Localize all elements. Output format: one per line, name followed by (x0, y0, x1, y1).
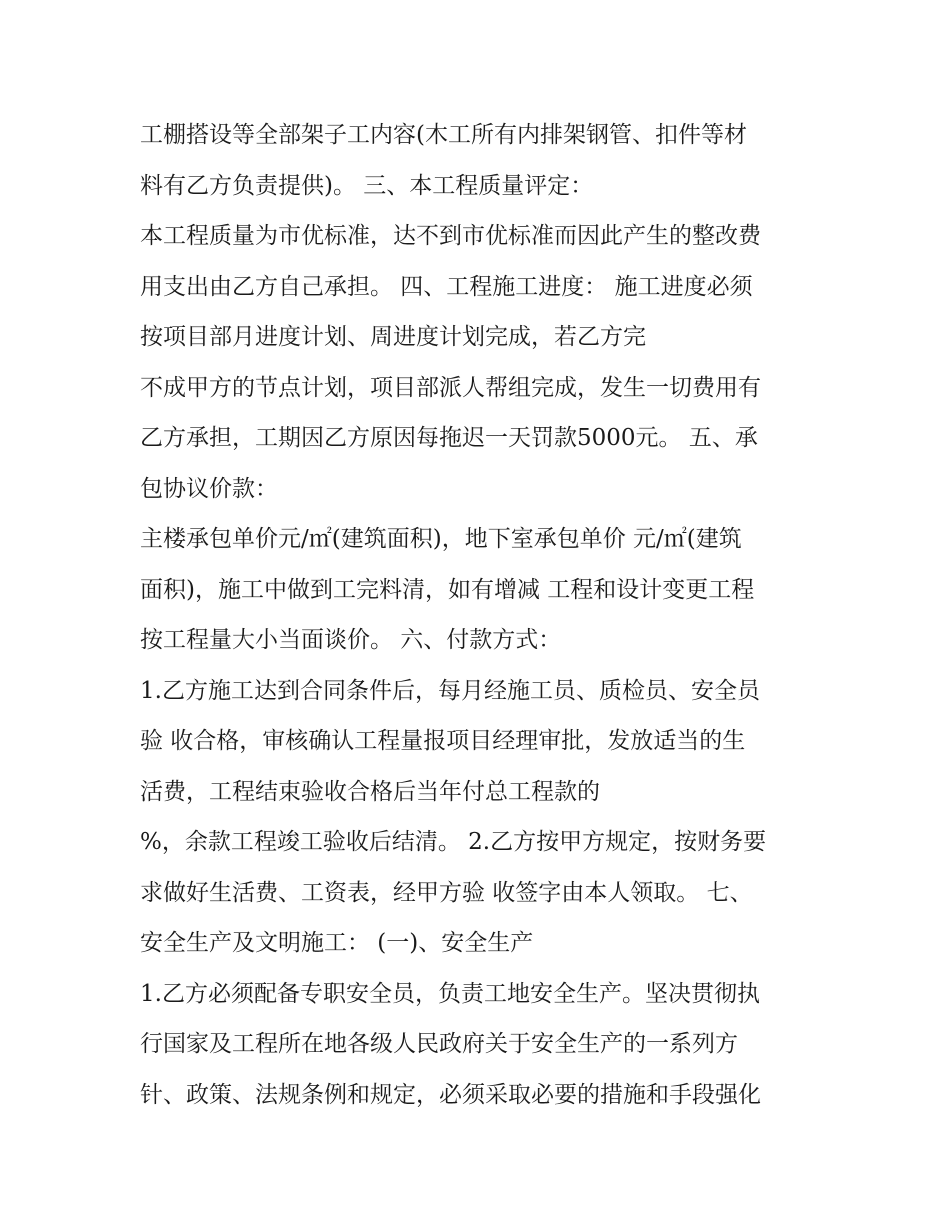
text-line: %，余款工程竣工验收后结清。 2.乙方按甲方规定，按财务要 (140, 829, 767, 855)
contract-body-text (140, 110, 830, 1120)
text-line: 料有乙方负责提供)。 三、本工程质量评定： (140, 172, 594, 199)
text-line: 不成甲方的节点计划，项目部派人帮组完成，发生一切费用有 (140, 374, 761, 401)
text-line: 包协议价款： (140, 475, 278, 502)
text-line: 按工程量大小当面谈价。 六、付款方式： (140, 627, 562, 653)
text-line: 按项目部月进度计划、周进度计划完成，若乙方完 (140, 324, 646, 350)
text-line: 求做好生活费、工资表，经甲方验 收签字由本人领取。 七、 (140, 879, 753, 906)
text-line: 行国家及工程所在地各级人民政府关于安全生产的一系列方 (140, 1031, 738, 1057)
text-line: 用支出由乙方自己承担。 四、工程施工进度： 施工进度必须 (140, 273, 753, 300)
text-line: 活费，工程结束验收合格后当年付总工程款的 (140, 778, 600, 805)
text-line: 安全生产及文明施工： (一)、安全生产 (140, 930, 534, 956)
text-line: 主楼承包单价元/㎡(建筑面积)，地下室承包单价 元/㎡(建筑 (140, 526, 742, 552)
text-line: 工棚搭设等全部架子工内容(木工所有内排架钢管、扣件等材 (140, 122, 747, 148)
text-line: 面积)，施工中做到工完料清，如有增减 工程和设计变更工程 (140, 576, 755, 603)
text-line: 本工程质量为市优标准，达不到市优标准而因此产生的整改费 (140, 223, 761, 249)
text-line: 验 收合格，审核确认工程量报项目经理审批，发放适当的生 (140, 728, 746, 754)
text-line: 1.乙方必须配备专职安全员，负责工地安全生产。坚决贯彻执 (140, 980, 760, 1007)
text-line: 乙方承担，工期因乙方原因每拖迟一天罚款5000元。 五、承 (140, 425, 758, 451)
text-line: 1.乙方施工达到合同条件后，每月经施工员、质检员、安全员 (140, 677, 760, 704)
text-line: 针、政策、法规条例和规定，必须采取必要的措施和手段强化 (140, 1081, 761, 1108)
